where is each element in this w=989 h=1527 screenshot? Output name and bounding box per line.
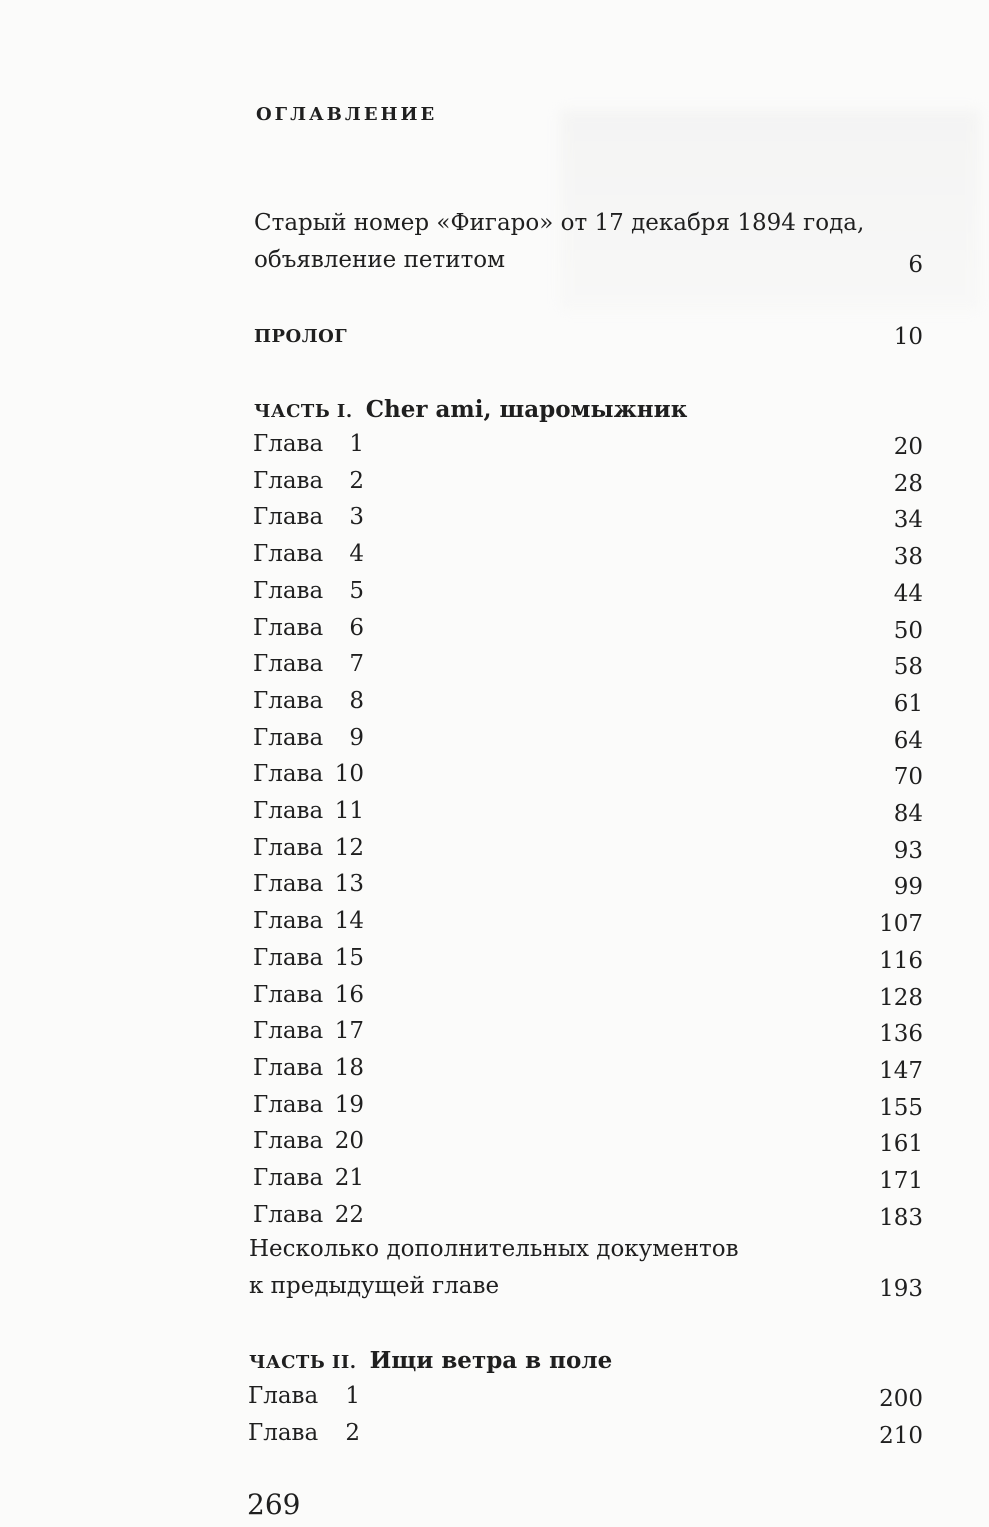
chapter-page: 93 [893, 837, 923, 864]
toc-heading: ОГЛАВЛЕНИЕ [256, 104, 438, 125]
chapter-label: Глава [253, 687, 324, 714]
chapter-label: Глава [253, 1165, 324, 1191]
chapter-number: 9 [349, 724, 364, 751]
chapter-number: 5 [349, 577, 364, 604]
intro-entry-line2: объявление петитом [254, 247, 506, 273]
chapter-label: Глава [253, 871, 324, 898]
chapter-label: Глава [253, 1018, 324, 1045]
chapter-number: 21 [334, 1165, 364, 1191]
chapter-number: 18 [334, 1054, 364, 1081]
chapter-label: Глава [253, 577, 324, 604]
chapter-number: 2 [349, 467, 364, 494]
chapter-number: 1 [349, 431, 364, 457]
chapter-number: 19 [334, 1091, 364, 1118]
chapter-label: Глава [253, 614, 324, 641]
chapter-page: 84 [893, 801, 923, 827]
chapter-number: 12 [334, 834, 364, 861]
chapter-label: Глава [248, 1419, 319, 1446]
chapter-label: Глава [253, 1201, 324, 1228]
chapter-label: Глава [253, 944, 324, 971]
chapter-label: Глава [253, 798, 324, 824]
chapter-page: 20 [893, 434, 923, 460]
intro-entry-page: 6 [908, 252, 923, 278]
chapter-label: Глава [253, 431, 324, 457]
chapter-number: 16 [334, 981, 364, 1008]
chapter-number: 11 [334, 798, 364, 824]
chapter-page: 171 [879, 1168, 923, 1194]
chapter-page: 147 [879, 1057, 923, 1084]
chapter-number: 17 [334, 1018, 364, 1045]
chapter-label: Глава [253, 724, 324, 751]
chapter-label: Глава [253, 541, 324, 568]
chapter-number: 1 [345, 1383, 360, 1409]
chapter-label: Глава [253, 761, 324, 788]
chapter-number: 13 [334, 871, 364, 898]
chapter-page: 38 [893, 544, 923, 571]
part1-title: Cher ami, шаромыжник [365, 396, 688, 423]
chapter-label: Глава [253, 467, 324, 494]
chapter-number: 4 [349, 541, 364, 568]
chapter-label: Глава [253, 1128, 324, 1155]
chapter-page: 61 [893, 690, 923, 717]
chapter-page: 28 [893, 470, 923, 497]
chapter-page: 44 [893, 580, 923, 607]
prologue-label: ПРОЛОГ [254, 326, 348, 347]
chapter-number: 15 [334, 944, 364, 971]
chapter-page: 200 [879, 1386, 923, 1412]
chapter-label: Глава [253, 834, 324, 861]
folio-page-number: 269 [247, 1488, 301, 1521]
chapter-page: 210 [879, 1422, 923, 1449]
chapter-page: 99 [893, 874, 923, 901]
chapter-number: 3 [349, 504, 364, 531]
chapter-number: 22 [334, 1201, 364, 1228]
part1-extra-page: 193 [879, 1276, 923, 1302]
chapter-number: 2 [345, 1419, 360, 1446]
chapter-page: 34 [893, 507, 923, 534]
chapter-label: Глава [253, 1091, 324, 1118]
chapter-label: Глава [253, 651, 324, 678]
chapter-page: 155 [879, 1094, 923, 1121]
chapter-page: 183 [879, 1204, 923, 1231]
part2-label: ЧАСТЬ II. [249, 1352, 357, 1373]
intro-entry-line1: Старый номер «Фигаро» от 17 декабря 1894 года, [254, 210, 865, 236]
chapter-number: 6 [349, 614, 364, 641]
chapter-label: Глава [253, 504, 324, 531]
part1-label: ЧАСТЬ I. [254, 401, 353, 422]
prologue-page: 10 [893, 324, 923, 350]
part2-heading [249, 1347, 612, 1374]
part1-extra-line1: Несколько дополнительных документов [249, 1236, 739, 1262]
chapter-number: 20 [334, 1128, 364, 1155]
part1-extra-line2: к предыдущей главе [249, 1273, 500, 1299]
chapter-page: 116 [879, 947, 923, 974]
chapter-page: 50 [893, 617, 923, 644]
chapter-label: Глава [253, 908, 324, 935]
chapter-number: 10 [334, 761, 364, 788]
chapter-page: 58 [893, 654, 923, 681]
part1-heading [254, 396, 687, 423]
chapter-label: Глава [248, 1383, 319, 1409]
chapter-page: 128 [879, 984, 923, 1011]
chapter-page: 161 [879, 1131, 923, 1158]
part2-title: Ищи ветра в поле [369, 1347, 613, 1374]
chapter-label: Глава [253, 981, 324, 1008]
chapter-number: 8 [349, 687, 364, 714]
chapter-page: 136 [879, 1021, 923, 1048]
chapter-number: 7 [349, 651, 364, 678]
chapter-page: 107 [879, 911, 923, 938]
chapter-label: Глава [253, 1054, 324, 1081]
chapter-page: 70 [893, 764, 923, 791]
chapter-page: 64 [893, 727, 923, 754]
chapter-number: 14 [334, 908, 364, 935]
